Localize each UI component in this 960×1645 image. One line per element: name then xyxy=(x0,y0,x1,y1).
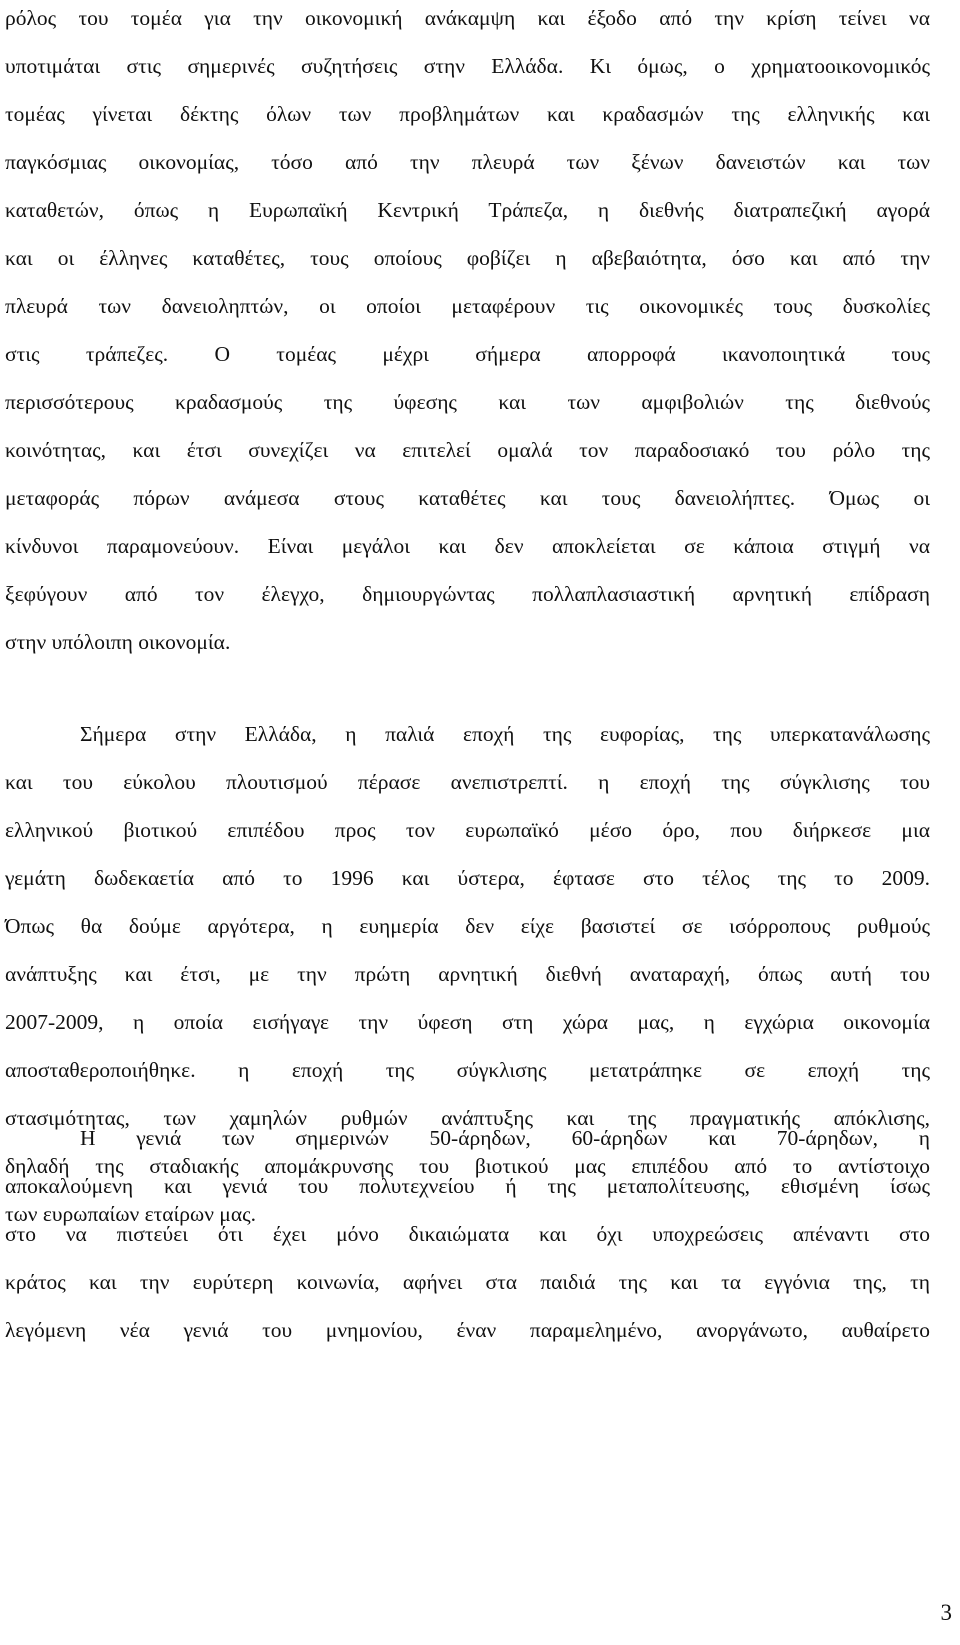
text-line: Όπως θα δούμε αργότερα, η ευημερία δεν είχε βασιστεί σε ισόρροπους ρυθμούς xyxy=(5,914,930,938)
text-line: και του εύκολου πλουτισμού πέρασε ανεπιστρεπτί. η εποχή της σύγκλισης του xyxy=(5,770,930,794)
text-line: στασιμότητας, των χαμηλών ρυθμών ανάπτυξης και της πραγματικής απόκλισης, xyxy=(5,1106,930,1130)
text-line: πλευρά των δανειοληπτών, οι οποίοι μεταφέρουν τις οικονομικές τους δυσκολίες xyxy=(5,294,930,318)
text-line: γεμάτη δωδεκαετία από το 1996 και ύστερα, έφτασε στο τέλος της το 2009. xyxy=(5,866,930,890)
text-line: και οι έλληνες καταθέτες, τους οποίους φοβίζει η αβεβαιότητα, όσο και από την xyxy=(5,246,930,270)
text-line: παγκόσμιας οικονομίας, τόσο από την πλευρά των ξένων δανειστών και των xyxy=(5,150,930,174)
text-line: κοινότητας, και έτσι συνεχίζει να επιτελεί ομαλά τον παραδοσιακό του ρόλο της xyxy=(5,438,930,462)
page-number: 3 xyxy=(940,1600,952,1625)
text-line: αποκαλούμενη και γενιά του πολυτεχνείου ή της μεταπολίτευσης, εθισμένη ίσως xyxy=(5,1174,930,1198)
text-line: κίνδυνοι παραμονεύουν. Είναι μεγάλοι και δεν αποκλείεται σε κάποια στιγμή να xyxy=(5,534,930,558)
text-line: λεγόμενη νέα γενιά του μνημονίου, έναν παραμελημένο, ανοργάνωτο, αυθαίρετο xyxy=(5,1318,930,1342)
text-line: ξεφύγουν από τον έλεγχο, δημιουργώντας πολλαπλασιαστική αρνητική επίδραση xyxy=(5,582,930,606)
text-line: περισσότερους κραδασμούς της ύφεσης και των αμφιβολιών της διεθνούς xyxy=(5,390,930,414)
text-line: αποσταθεροποιήθηκε. η εποχή της σύγκλισης μετατράπηκε σε εποχή της xyxy=(5,1058,930,1082)
text-line: δηλαδή της σταδιακής απομάκρυνσης του βιοτικού μας επιπέδου από το αντίστοιχο xyxy=(5,1154,930,1178)
text-line: καταθετών, όπως η Ευρωπαϊκή Κεντρική Τράπεζα, η διεθνής διατραπεζική αγορά xyxy=(5,198,930,222)
text-line: υποτιμάται στις σημερινές συζητήσεις στην Ελλάδα. Κι όμως, ο χρηματοοικονομικός xyxy=(5,54,930,78)
text-line: τομέας γίνεται δέκτης όλων των προβλημάτων και κραδασμών της ελληνικής και xyxy=(5,102,930,126)
text-line: στην υπόλοιπη οικονομία. xyxy=(5,630,231,654)
text-line: 2007-2009, η οποία εισήγαγε την ύφεση στη χώρα μας, η εγχώρια οικονομία xyxy=(5,1010,930,1034)
text-line: ανάπτυξης και έτσι, με την πρώτη αρνητική διεθνή αναταραχή, όπως αυτή του xyxy=(5,962,930,986)
text-line: Σήμερα στην Ελλάδα, η παλιά εποχή της ευφορίας, της υπερκατανάλωσης xyxy=(80,722,930,746)
text-line: των ευρωπαίων εταίρων μας. xyxy=(5,1202,256,1226)
text-line: στις τράπεζες. Ο τομέας μέχρι σήμερα απορροφά ικανοποιητικά τους xyxy=(5,342,930,366)
paragraph xyxy=(5,0,930,666)
text-line: μεταφοράς πόρων ανάμεσα στους καταθέτες και τους δανειολήπτες. Όμως οι xyxy=(5,486,930,510)
text-line: ελληνικού βιοτικού επιπέδου προς τον ευρωπαϊκό μέσο όρο, που διήρκεσε μια xyxy=(5,818,930,842)
paragraph xyxy=(5,1114,930,1354)
text-line: ρόλος του τομέα για την οικονομική ανάκαμψη και έξοδο από την κρίση τείνει να xyxy=(5,6,930,30)
text-line: στο να πιστεύει ότι έχει μόνο δικαιώματα και όχι υποχρεώσεις απέναντι στο xyxy=(5,1222,930,1246)
text-line: κράτος και την ευρύτερη κοινωνία, αφήνει στα παιδιά της και τα εγγόνια της, τη xyxy=(5,1270,930,1294)
text-line: Η γενιά των σημερινών 50-άρηδων, 60-άρηδων και 70-άρηδων, η xyxy=(80,1126,930,1150)
